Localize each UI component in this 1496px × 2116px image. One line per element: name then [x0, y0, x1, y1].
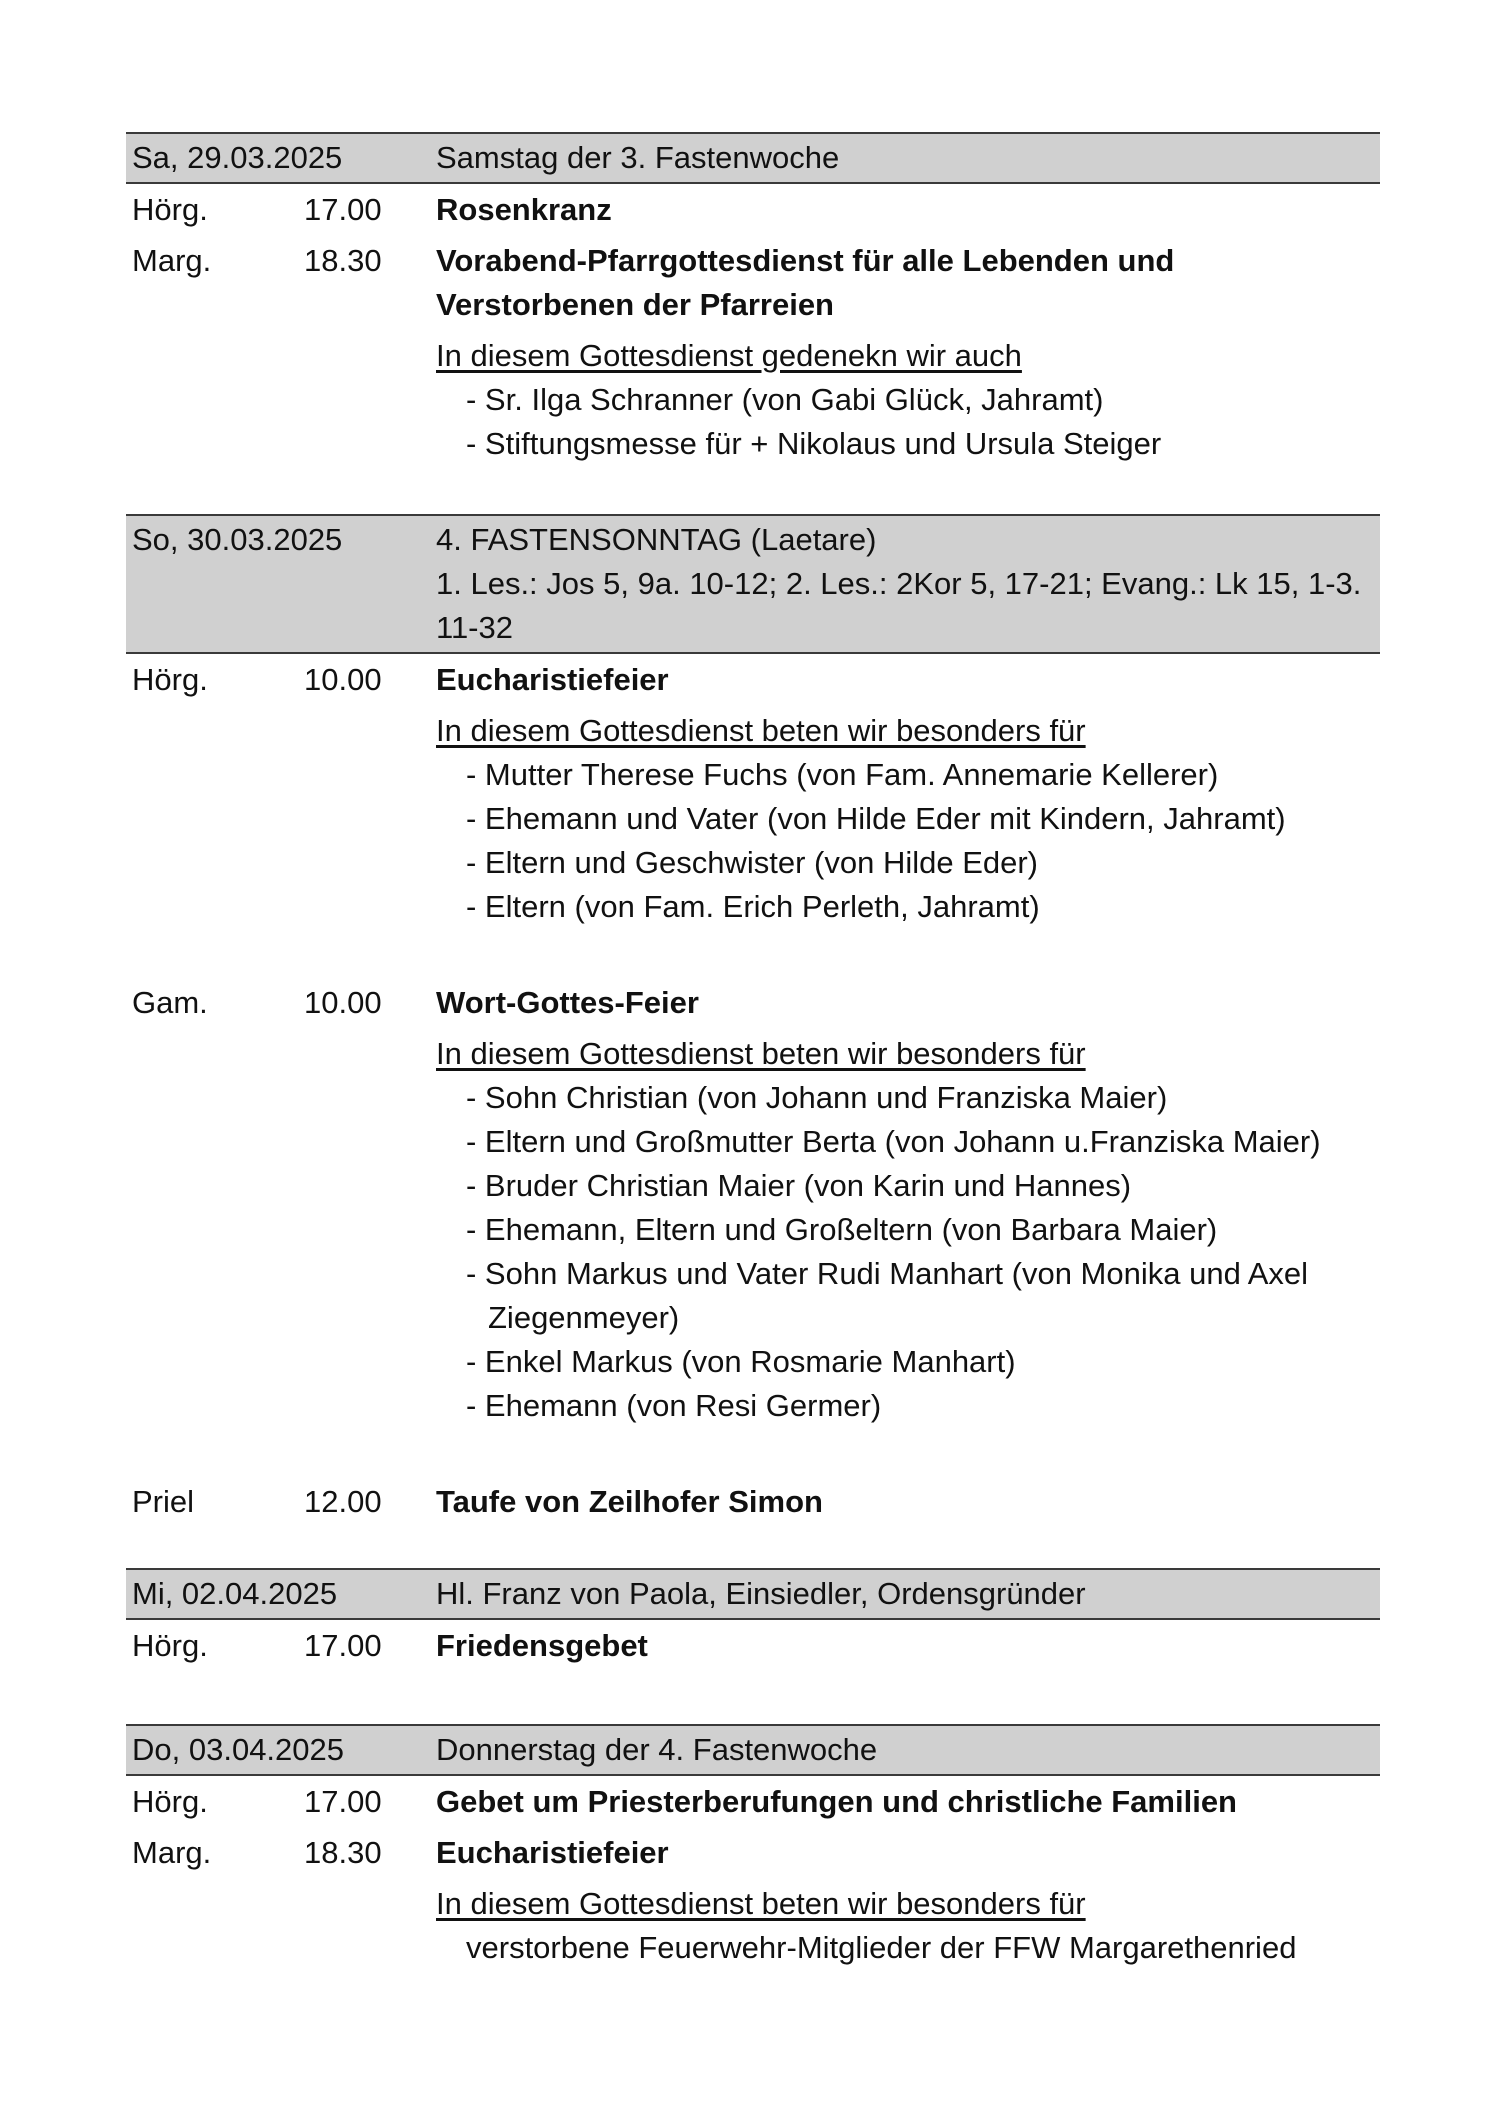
- intention-item: - Bruder Christian Maier (von Karin und Hannes): [466, 1168, 1132, 1203]
- event-time: 12.00: [304, 1484, 382, 1519]
- intention-item: - Sohn Markus und Vater Rudi Manhart (von Monika und Axel: [466, 1256, 1309, 1291]
- intention-item: - Eltern (von Fam. Erich Perleth, Jahramt): [466, 889, 1040, 924]
- event-title: Vorabend-Pfarrgottesdienst für alle Lebenden und: [436, 243, 1175, 278]
- event-place: Hörg.: [132, 1784, 208, 1819]
- event-time: 17.00: [304, 1784, 382, 1819]
- day-title: Donnerstag der 4. Fastenwoche: [436, 1732, 878, 1767]
- day-date: So, 30.03.2025: [132, 522, 343, 557]
- event-place: Marg.: [132, 243, 212, 278]
- event-title: Eucharistiefeier: [436, 1835, 669, 1870]
- intention-item: - Ehemann und Vater (von Hilde Eder mit Kindern, Jahramt): [466, 801, 1286, 836]
- event-time: 10.00: [304, 662, 382, 697]
- day-date: Mi, 02.04.2025: [132, 1576, 338, 1611]
- intention-item: Ziegenmeyer): [488, 1300, 680, 1335]
- event-time: 18.30: [304, 1835, 382, 1870]
- day-readings-line: 11-32: [436, 610, 513, 645]
- event-title: Verstorbenen der Pfarreien: [436, 287, 834, 322]
- intention-item: - Sr. Ilga Schranner (von Gabi Glück, Jahramt): [466, 382, 1104, 417]
- event-place: Hörg.: [132, 662, 208, 697]
- intention-item: - Sohn Christian (von Johann und Franziska Maier): [466, 1080, 1168, 1115]
- day-title: 4. FASTENSONNTAG (Laetare): [436, 522, 877, 557]
- event-time: 18.30: [304, 243, 382, 278]
- day-title: Samstag der 3. Fastenwoche: [436, 140, 840, 175]
- intention-item: - Mutter Therese Fuchs (von Fam. Annemarie Kellerer): [466, 757, 1219, 792]
- intention-item: - Ehemann, Eltern und Großeltern (von Barbara Maier): [466, 1212, 1218, 1247]
- event-place: Hörg.: [132, 1628, 208, 1663]
- event-time: 10.00: [304, 985, 382, 1020]
- event-title: Rosenkranz: [436, 192, 612, 227]
- event-time: 17.00: [304, 1628, 382, 1663]
- intention-item: - Enkel Markus (von Rosmarie Manhart): [466, 1344, 1016, 1379]
- intention-item: - Eltern und Großmutter Berta (von Johann u.Franziska Maier): [466, 1124, 1321, 1159]
- event-place: Hörg.: [132, 192, 208, 227]
- day-title: Hl. Franz von Paola, Einsiedler, Ordensgründer: [436, 1576, 1086, 1611]
- intention-item: - Eltern und Geschwister (von Hilde Eder): [466, 845, 1039, 880]
- day-readings-line: 1. Les.: Jos 5, 9a. 10-12; 2. Les.: 2Kor 5, 17-21; Evang.: Lk 15, 1-3.: [436, 566, 1362, 601]
- intention-heading: In diesem Gottesdienst beten wir besonders für: [436, 1036, 1086, 1071]
- intention-heading: In diesem Gottesdienst beten wir besonders für: [436, 1886, 1086, 1921]
- event-title: Wort-Gottes-Feier: [436, 985, 699, 1020]
- event-place: Priel: [132, 1484, 195, 1519]
- day-date: Do, 03.04.2025: [132, 1732, 345, 1767]
- event-time: 17.00: [304, 192, 382, 227]
- day-date: Sa, 29.03.2025: [132, 140, 343, 175]
- event-place: Marg.: [132, 1835, 212, 1870]
- intention-heading: In diesem Gottesdienst beten wir besonders für: [436, 713, 1086, 748]
- event-title: Taufe von Zeilhofer Simon: [436, 1484, 823, 1519]
- intention-item: - Stiftungsmesse für + Nikolaus und Ursula Steiger: [466, 426, 1162, 461]
- event-title: Eucharistiefeier: [436, 662, 669, 697]
- intention-item: verstorbene Feuerwehr-Mitglieder der FFW Margarethenried: [466, 1930, 1297, 1965]
- event-title: Gebet um Priesterberufungen und christliche Familien: [436, 1784, 1237, 1819]
- event-title: Friedensgebet: [436, 1628, 648, 1663]
- event-place: Gam.: [132, 985, 208, 1020]
- intention-item: - Ehemann (von Resi Germer): [466, 1388, 882, 1423]
- intention-heading: In diesem Gottesdienst gedenekn wir auch: [436, 338, 1022, 373]
